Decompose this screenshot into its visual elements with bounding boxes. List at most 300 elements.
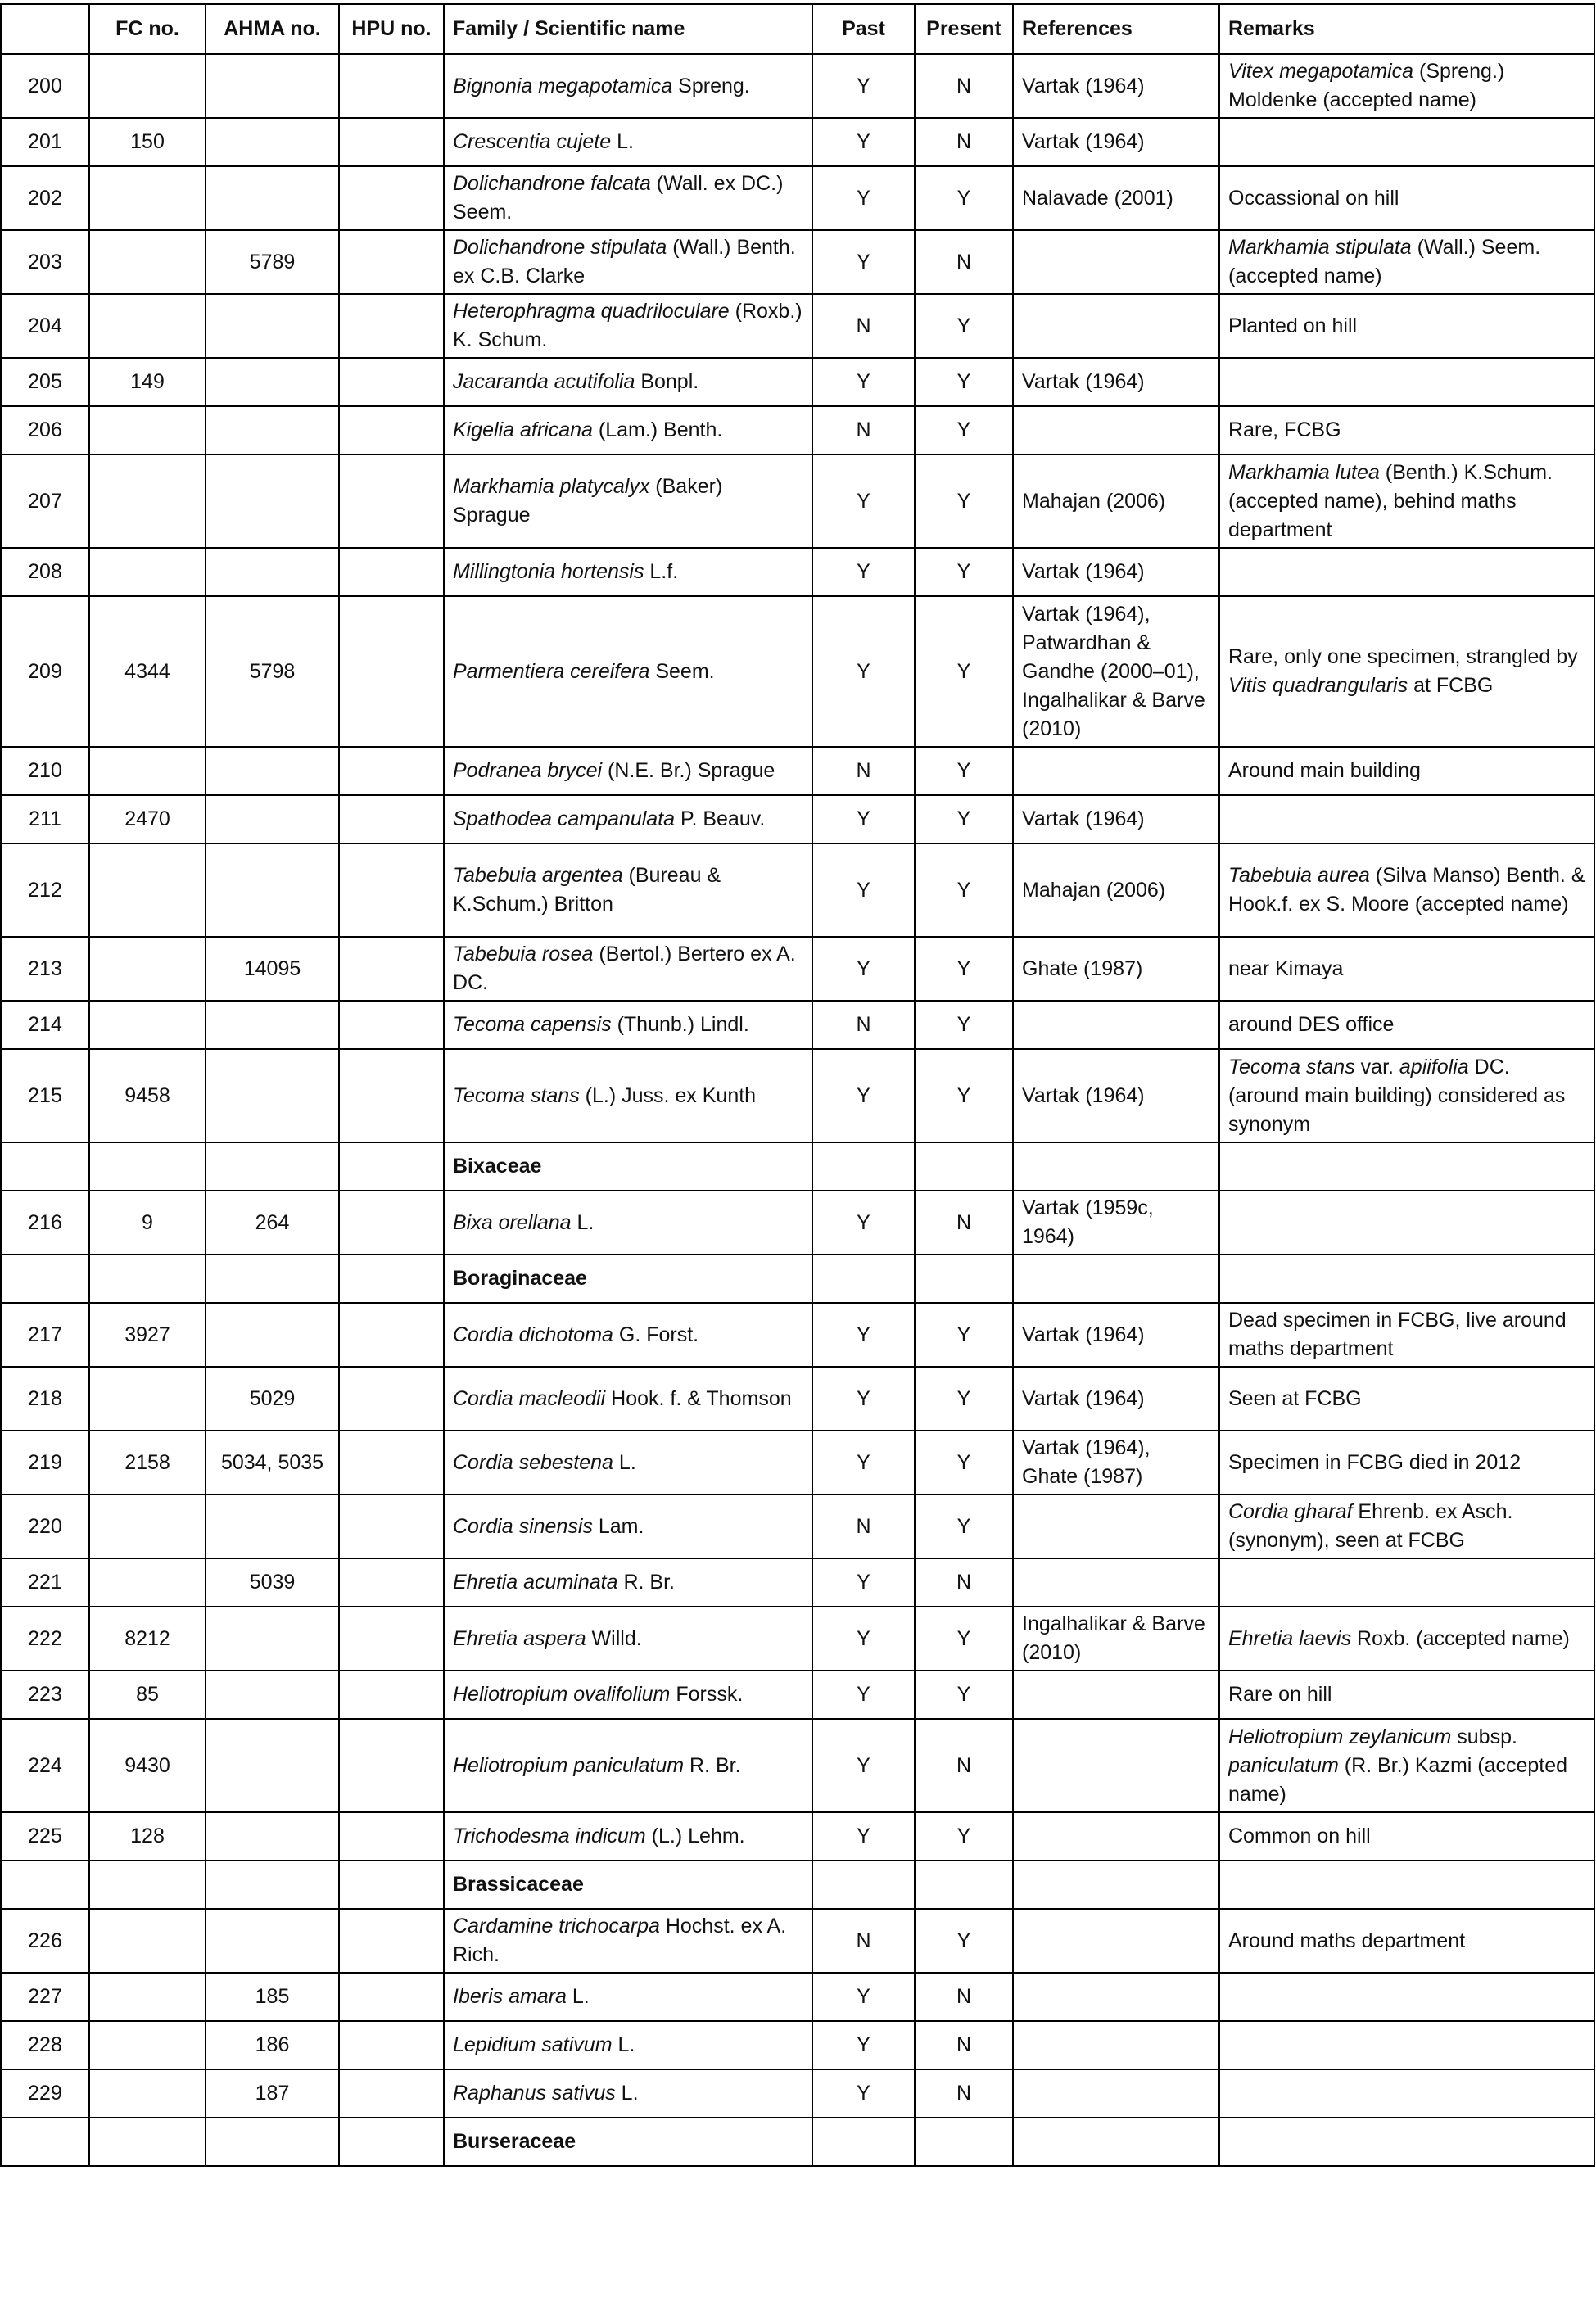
remarks [1219, 1719, 1594, 1812]
fc-number: 3927 [89, 1303, 206, 1367]
row-number: 201 [1, 118, 89, 166]
past-flag: Y [812, 596, 915, 747]
table-row [1, 1719, 1594, 1812]
empty-cell [206, 1142, 339, 1191]
author-citation: L. [613, 1450, 636, 1474]
author-citation: (Wall. ex DC.) Seem. [453, 172, 784, 224]
present-flag: Y [915, 1431, 1013, 1494]
scientific-name [444, 1001, 812, 1049]
table-row [1, 1191, 1594, 1255]
references: Vartak (1964) [1013, 1303, 1219, 1367]
table-row [1, 596, 1594, 747]
empty-cell [1219, 1142, 1594, 1191]
table-row [1, 1049, 1594, 1142]
ahma-number: 5029 [206, 1367, 339, 1431]
species-name: Bignonia megapotamica [453, 74, 673, 97]
species-name: Cordia sebestena [453, 1450, 613, 1474]
author-citation: L. [566, 1985, 590, 2008]
ahma-number [206, 406, 339, 454]
remarks [1219, 454, 1594, 548]
remarks [1219, 747, 1594, 795]
past-flag: Y [812, 118, 915, 166]
author-citation: (Lam.) Benth. [592, 418, 723, 441]
remarks [1219, 406, 1594, 454]
empty-cell [1013, 2118, 1219, 2166]
row-number: 226 [1, 1909, 89, 1973]
remarks [1219, 1671, 1594, 1719]
remark-text: Seen at FCBG [1228, 1386, 1362, 1410]
remark-taxon: Markhamia stipulata [1228, 236, 1412, 259]
scientific-name [444, 1973, 812, 2021]
author-citation: (L.) Juss. ex Kunth [579, 1083, 757, 1107]
col-header-number [1, 4, 89, 54]
hpu-number [339, 937, 444, 1001]
author-citation: Spreng. [672, 74, 750, 97]
table-body [1, 54, 1594, 2166]
empty-cell [1, 2118, 89, 2166]
hpu-number [339, 1303, 444, 1367]
references [1013, 406, 1219, 454]
row-number: 214 [1, 1001, 89, 1049]
ahma-number [206, 1049, 339, 1142]
species-name: Podranea brycei [453, 759, 603, 782]
remarks [1219, 1607, 1594, 1671]
remarks [1219, 596, 1594, 747]
row-number: 215 [1, 1049, 89, 1142]
present-flag: Y [915, 1671, 1013, 1719]
family-row [1, 1142, 1594, 1191]
col-header-present: Present [915, 4, 1013, 54]
references [1013, 1494, 1219, 1558]
remark-text: Around maths department [1228, 1928, 1466, 1952]
references [1013, 1812, 1219, 1861]
row-number: 204 [1, 294, 89, 358]
past-flag: Y [812, 230, 915, 294]
table-row [1, 548, 1594, 596]
remarks [1219, 1812, 1594, 1861]
ahma-number [206, 358, 339, 406]
past-flag: N [812, 1001, 915, 1049]
ahma-number [206, 1671, 339, 1719]
fc-number [89, 454, 206, 548]
remarks [1219, 1049, 1594, 1142]
species-name: Kigelia africana [453, 418, 593, 441]
author-citation: Hook. f. & Thomson [605, 1386, 792, 1410]
past-flag: N [812, 1494, 915, 1558]
fc-number [89, 230, 206, 294]
author-citation: R. Br. [684, 1753, 741, 1777]
remarks [1219, 1001, 1594, 1049]
references: Ghate (1987) [1013, 937, 1219, 1001]
author-citation: (N.E. Br.) Sprague [602, 759, 775, 782]
remark-text: Ehrenb. ex Asch. (synonym), seen at FCBG [1228, 1500, 1513, 1552]
species-name: Heliotropium paniculatum [453, 1753, 685, 1777]
hpu-number [339, 54, 444, 118]
remarks [1219, 2069, 1594, 2118]
past-flag: N [812, 406, 915, 454]
fc-number: 149 [89, 358, 206, 406]
fc-number [89, 1558, 206, 1607]
row-number: 228 [1, 2021, 89, 2069]
hpu-number [339, 1049, 444, 1142]
empty-cell [915, 1142, 1013, 1191]
family-row [1, 1861, 1594, 1909]
author-citation: L.f. [644, 560, 679, 583]
present-flag: Y [915, 1909, 1013, 1973]
table-row [1, 230, 1594, 294]
remark-text: Planted on hill [1228, 314, 1358, 337]
past-flag: Y [812, 1719, 915, 1812]
scientific-name [444, 1558, 812, 1607]
hpu-number [339, 294, 444, 358]
present-flag: N [915, 118, 1013, 166]
references: Vartak (1964) [1013, 1367, 1219, 1431]
fc-number: 128 [89, 1812, 206, 1861]
present-flag: Y [915, 795, 1013, 843]
references: Mahajan (2006) [1013, 454, 1219, 548]
references [1013, 1558, 1219, 1607]
hpu-number [339, 118, 444, 166]
row-number: 206 [1, 406, 89, 454]
scientific-name [444, 1049, 812, 1142]
present-flag: N [915, 2069, 1013, 2118]
table-row [1, 1607, 1594, 1671]
author-citation: P. Beauv. [675, 807, 766, 830]
empty-cell [206, 2118, 339, 2166]
fc-number: 85 [89, 1671, 206, 1719]
scientific-name [444, 1303, 812, 1367]
ahma-number [206, 54, 339, 118]
remark-taxon: Tabebuia aurea [1228, 864, 1370, 887]
species-name: Cordia macleodii [453, 1386, 606, 1410]
references [1013, 747, 1219, 795]
scientific-name [444, 747, 812, 795]
past-flag: Y [812, 795, 915, 843]
scientific-name [444, 596, 812, 747]
present-flag: N [915, 54, 1013, 118]
remark-text: at FCBG [1408, 674, 1494, 697]
scientific-name [444, 2021, 812, 2069]
references [1013, 2069, 1219, 2118]
references: Vartak (1964), Patwardhan & Gandhe (2000–01), Ingalhalikar & Barve (2010) [1013, 596, 1219, 747]
remark-taxon: apiifolia [1399, 1055, 1469, 1078]
author-citation: Forssk. [670, 1683, 744, 1706]
remark-text: Rare, FCBG [1228, 418, 1341, 441]
ahma-number [206, 1607, 339, 1671]
ahma-number: 5034, 5035 [206, 1431, 339, 1494]
empty-cell [206, 1255, 339, 1303]
present-flag: Y [915, 1494, 1013, 1558]
present-flag: Y [915, 1607, 1013, 1671]
past-flag: Y [812, 166, 915, 230]
fc-number: 9430 [89, 1719, 206, 1812]
fc-number [89, 2021, 206, 2069]
fc-number [89, 1909, 206, 1973]
col-header-name: Family / Scientific name [444, 4, 812, 54]
past-flag: Y [812, 1367, 915, 1431]
past-flag: Y [812, 1049, 915, 1142]
author-citation: (Bertol.) Bertero ex A. DC. [453, 943, 796, 994]
references: Vartak (1964) [1013, 358, 1219, 406]
scientific-name [444, 1191, 812, 1255]
author-citation: R. Br. [617, 1571, 675, 1594]
past-flag: Y [812, 2069, 915, 2118]
hpu-number [339, 2069, 444, 2118]
past-flag: Y [812, 1812, 915, 1861]
row-number: 221 [1, 1558, 89, 1607]
row-number: 217 [1, 1303, 89, 1367]
family-row [1, 1255, 1594, 1303]
table-row [1, 937, 1594, 1001]
remarks [1219, 230, 1594, 294]
table-row [1, 1367, 1594, 1431]
remarks [1219, 937, 1594, 1001]
scientific-name [444, 548, 812, 596]
species-name: Tecoma stans [453, 1083, 580, 1107]
table-row [1, 1812, 1594, 1861]
references: Vartak (1964), Ghate (1987) [1013, 1431, 1219, 1494]
remark-text: Rare on hill [1228, 1683, 1332, 1706]
table-row [1, 747, 1594, 795]
author-citation: (Wall.) Benth. ex C.B. Clarke [453, 236, 796, 287]
hpu-number [339, 358, 444, 406]
species-name: Cordia sinensis [453, 1514, 593, 1538]
scientific-name [444, 166, 812, 230]
fc-number: 4344 [89, 596, 206, 747]
scientific-name [444, 454, 812, 548]
ahma-number: 186 [206, 2021, 339, 2069]
hpu-number [339, 1812, 444, 1861]
scientific-name [444, 1671, 812, 1719]
species-name: Millingtonia hortensis [453, 560, 644, 583]
col-header-remarks: Remarks [1219, 4, 1594, 54]
empty-cell [1219, 1861, 1594, 1909]
references: Vartak (1964) [1013, 118, 1219, 166]
empty-cell [915, 1861, 1013, 1909]
row-number: 225 [1, 1812, 89, 1861]
hpu-number [339, 2021, 444, 2069]
row-number: 216 [1, 1191, 89, 1255]
present-flag: Y [915, 406, 1013, 454]
present-flag: Y [915, 1049, 1013, 1142]
hpu-number [339, 843, 444, 937]
past-flag: Y [812, 1191, 915, 1255]
species-name: Markhamia platycalyx [453, 475, 650, 498]
species-name: Cordia dichotoma [453, 1323, 613, 1346]
remark-text: near Kimaya [1228, 956, 1344, 980]
hpu-number [339, 596, 444, 747]
fc-number: 9458 [89, 1049, 206, 1142]
species-name: Tecoma capensis [453, 1013, 612, 1036]
species-name: Ehretia aspera [453, 1626, 586, 1650]
remark-taxon: Heliotropium zeylanicum [1228, 1725, 1452, 1748]
table-row [1, 1303, 1594, 1367]
references [1013, 1973, 1219, 2021]
species-name: Iberis amara [453, 1985, 567, 2008]
past-flag: Y [812, 2021, 915, 2069]
col-header-past: Past [812, 4, 915, 54]
author-citation: Willd. [586, 1626, 642, 1650]
row-number: 220 [1, 1494, 89, 1558]
past-flag: N [812, 1909, 915, 1973]
row-number: 210 [1, 747, 89, 795]
present-flag: Y [915, 454, 1013, 548]
present-flag: Y [915, 747, 1013, 795]
empty-cell [915, 1255, 1013, 1303]
table-row [1, 1001, 1594, 1049]
past-flag: N [812, 747, 915, 795]
empty-cell [1, 1861, 89, 1909]
past-flag: Y [812, 1303, 915, 1367]
table-row [1, 166, 1594, 230]
fc-number [89, 1973, 206, 2021]
empty-cell [339, 2118, 444, 2166]
past-flag: Y [812, 358, 915, 406]
author-citation: G. Forst. [613, 1323, 699, 1346]
ahma-number: 5789 [206, 230, 339, 294]
table-row [1, 843, 1594, 937]
empty-cell [1013, 1255, 1219, 1303]
hpu-number [339, 1431, 444, 1494]
row-number: 207 [1, 454, 89, 548]
remark-text: Around main building [1228, 759, 1421, 782]
species-name: Spathodea campanulata [453, 807, 676, 830]
fc-number [89, 1494, 206, 1558]
hpu-number [339, 795, 444, 843]
past-flag: Y [812, 454, 915, 548]
scientific-name [444, 1494, 812, 1558]
table-row [1, 1909, 1594, 1973]
table-row [1, 2021, 1594, 2069]
author-citation: (Roxb.) K. Schum. [453, 300, 803, 351]
present-flag: Y [915, 294, 1013, 358]
scientific-name [444, 1909, 812, 1973]
hpu-number [339, 1607, 444, 1671]
hpu-number [339, 166, 444, 230]
ahma-number [206, 1303, 339, 1367]
remark-taxon: Vitis quadrangularis [1228, 674, 1408, 697]
remarks [1219, 1973, 1594, 2021]
references [1013, 2021, 1219, 2069]
scientific-name [444, 358, 812, 406]
fc-number: 2470 [89, 795, 206, 843]
empty-cell [1219, 2118, 1594, 2166]
ahma-number [206, 1812, 339, 1861]
row-number: 223 [1, 1671, 89, 1719]
present-flag: Y [915, 166, 1013, 230]
empty-cell [812, 1142, 915, 1191]
references: Vartak (1964) [1013, 1049, 1219, 1142]
row-number: 219 [1, 1431, 89, 1494]
references [1013, 294, 1219, 358]
table-row [1, 2069, 1594, 2118]
remark-text: DC. (around main building) considered as synonym [1228, 1055, 1566, 1136]
species-name: Cardamine trichocarpa [453, 1915, 660, 1938]
empty-cell [89, 1255, 206, 1303]
row-number: 212 [1, 843, 89, 937]
scientific-name [444, 118, 812, 166]
fc-number [89, 166, 206, 230]
ahma-number [206, 795, 339, 843]
scientific-name [444, 1367, 812, 1431]
fc-number [89, 406, 206, 454]
hpu-number [339, 548, 444, 596]
references [1013, 230, 1219, 294]
past-flag: Y [812, 1671, 915, 1719]
species-name: Lepidium sativum [453, 2033, 613, 2056]
species-name: Heterophragma quadriloculare [453, 300, 730, 323]
ahma-number: 264 [206, 1191, 339, 1255]
remark-taxon: Markhamia lutea [1228, 460, 1380, 484]
species-name: Trichodesma indicum [453, 1824, 646, 1847]
past-flag: Y [812, 1973, 915, 2021]
past-flag: Y [812, 1607, 915, 1671]
fc-number [89, 1001, 206, 1049]
remark-text: subsp. [1451, 1725, 1517, 1748]
hpu-number [339, 1719, 444, 1812]
past-flag: Y [812, 54, 915, 118]
present-flag: N [915, 2021, 1013, 2069]
remarks [1219, 548, 1594, 596]
references [1013, 1909, 1219, 1973]
scientific-name [444, 937, 812, 1001]
hpu-number [339, 1494, 444, 1558]
scientific-name [444, 54, 812, 118]
remarks [1219, 2021, 1594, 2069]
present-flag: N [915, 1191, 1013, 1255]
empty-cell [915, 2118, 1013, 2166]
ahma-number [206, 454, 339, 548]
hpu-number [339, 1001, 444, 1049]
remark-text: (Silva Manso) Benth. & Hook.f. ex S. Moore (accepted name) [1228, 864, 1585, 916]
empty-cell [812, 1255, 915, 1303]
empty-cell [206, 1861, 339, 1909]
present-flag: Y [915, 937, 1013, 1001]
remarks [1219, 843, 1594, 937]
references [1013, 1671, 1219, 1719]
species-name: Parmentiera cereifera [453, 659, 650, 683]
present-flag: Y [915, 843, 1013, 937]
row-number: 222 [1, 1607, 89, 1671]
hpu-number [339, 454, 444, 548]
author-citation: (L.) Lehm. [645, 1824, 745, 1847]
table-row [1, 54, 1594, 118]
ahma-number: 5798 [206, 596, 339, 747]
hpu-number [339, 1558, 444, 1607]
references: Vartak (1964) [1013, 795, 1219, 843]
remarks [1219, 1558, 1594, 1607]
table-row [1, 358, 1594, 406]
present-flag: Y [915, 596, 1013, 747]
fc-number: 9 [89, 1191, 206, 1255]
remarks [1219, 1191, 1594, 1255]
remark-text: (Spreng.) Moldenke (accepted name) [1228, 60, 1505, 111]
table-row [1, 294, 1594, 358]
scientific-name [444, 1719, 812, 1812]
references: Vartak (1964) [1013, 548, 1219, 596]
hpu-number [339, 1367, 444, 1431]
hpu-number [339, 1671, 444, 1719]
species-name: Tabebuia rosea [453, 943, 594, 965]
remarks [1219, 294, 1594, 358]
past-flag: Y [812, 843, 915, 937]
species-table [0, 3, 1595, 2167]
present-flag: Y [915, 548, 1013, 596]
empty-cell [1219, 1255, 1594, 1303]
present-flag: N [915, 1558, 1013, 1607]
references: Nalavade (2001) [1013, 166, 1219, 230]
table-row [1, 118, 1594, 166]
